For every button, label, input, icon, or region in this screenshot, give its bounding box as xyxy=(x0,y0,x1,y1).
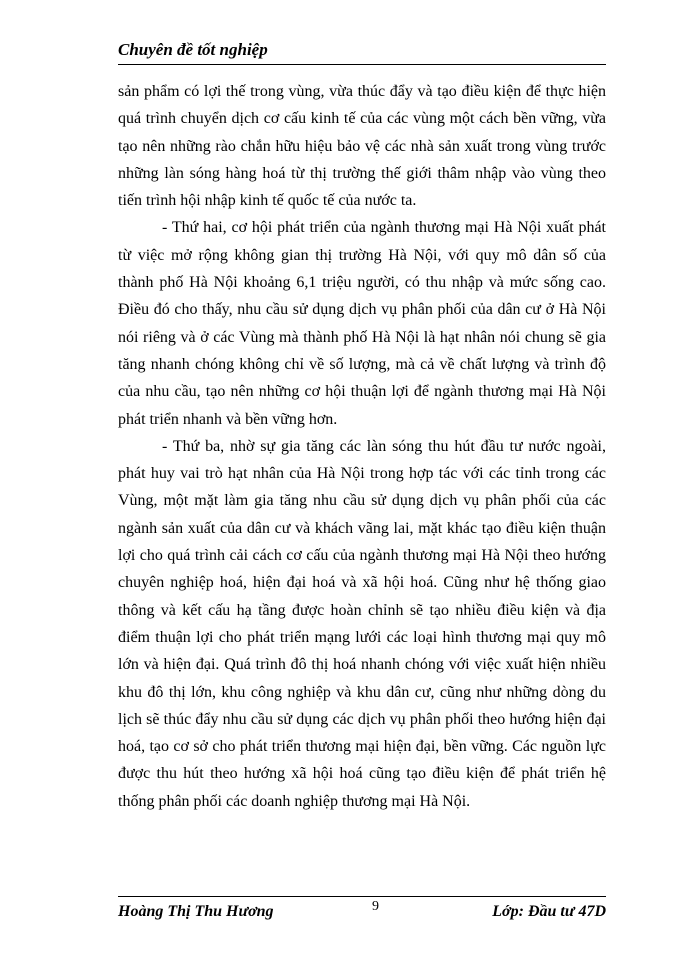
page-number: 9 xyxy=(372,899,379,914)
paragraph-second-opportunity: - Thứ hai, cơ hội phát triển của ngành thương mại Hà Nội xuất phát từ việc mở rộng không gian thị trường Hà Nội, với quy mô dân số của thành phố Hà Nội khoảng 6,1 triệu người, có thu nhập và mức sống cao. Điều đó cho thấy, nhu cầu sử dụng dịch vụ phân phối của dân cư ở Hà Nội nói riêng và ở các Vùng mà thành phố Hà Nội là hạt nhân nói chung sẽ gia tăng nhanh chóng không chỉ về số lượng, mà cả về chất lượng và trình độ của nhu cầu, tạo nên những cơ hội thuận lợi để ngành thương mại Hà Nội phát triển nhanh và bền vững hơn. xyxy=(118,219,606,428)
paragraph-third-opportunity: - Thứ ba, nhờ sự gia tăng các làn sóng thu hút đầu tư nước ngoài, phát huy vai trò hạt nhân của Hà Nội trong hợp tác với các tỉnh trong các Vùng, một mặt làm gia tăng nhu cầu sử dụng dịch vụ phân phối của các ngành sản xuất của dân cư và khách vãng lai, mặt khác tạo điều kiện thuận lợi cho quá trình cải cách cơ cấu của ngành thương mại Hà Nội theo hướng chuyên nghiệp hoá, hiện đại hoá và xã hội hoá. Cũng như hệ thống giao thông và kết cấu hạ tầng được hoàn chỉnh sẽ tạo nhiều điều kiện và địa điểm thuận lợi cho phát triển mạng lưới các loại hình thương mại quy mô lớn và hiện đại. Quá trình đô thị hoá nhanh chóng với việc xuất hiện nhiều khu đô thị lớn, khu công nghiệp và khu dân cư, cũng như những dòng du lịch sẽ thúc đẩy nhu cầu sử dụng các dịch vụ phân phối theo hướng hiện đại hoá, tạo cơ sở cho phát triển thương mại hiện đại, bền vững. Các nguồn lực được thu hút theo hướng xã hội hoá cũng tạo điều kiện để phát triển hệ thống phân phối các doanh nghiệp thương mại Hà Nội. xyxy=(118,437,606,810)
document-body xyxy=(118,78,606,815)
header-title: Chuyên đề tốt nghiệp xyxy=(118,40,268,59)
paragraph-continuation: sản phẩm có lợi thế trong vùng, vừa thúc đẩy và tạo điều kiện để thực hiện quá trình chuyển dịch cơ cấu kinh tế của các vùng một cách bền vững, vừa tạo nên những rào chắn hữu hiệu bảo vệ các nhà sản xuất trong vùng trước những làn sóng hàng hoá từ thị trường thế giới thâm nhập vào vùng theo tiến trình hội nhập kinh tế quốc tế của nước ta. xyxy=(118,83,606,210)
page-header xyxy=(118,36,606,65)
footer-author: Hoàng Thị Thu Hương xyxy=(118,903,274,920)
footer-class-label: Lớp: Đầu tư 47D xyxy=(492,903,606,920)
page-footer xyxy=(118,896,606,929)
